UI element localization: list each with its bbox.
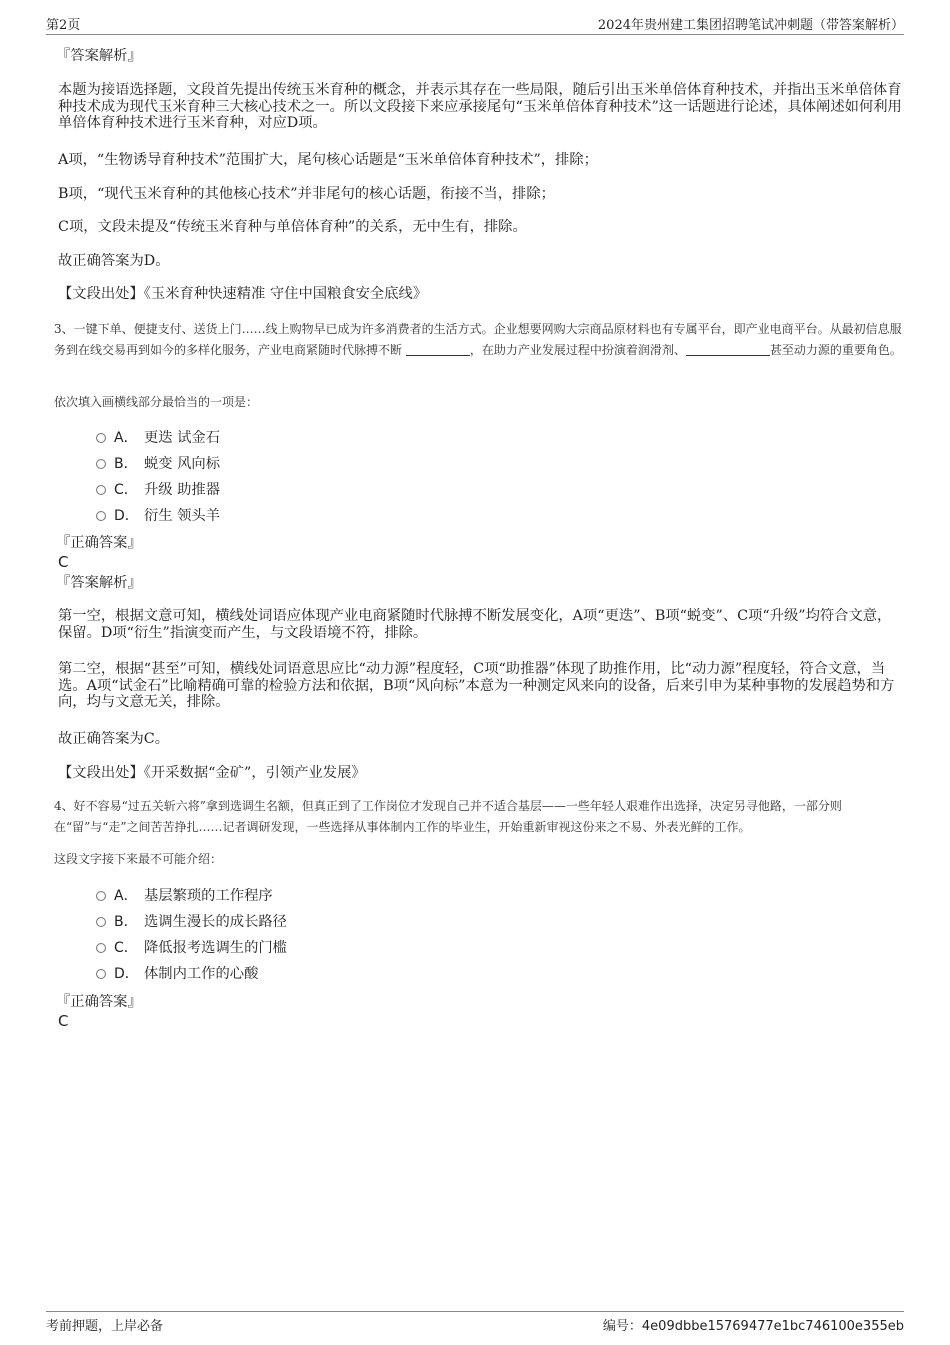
option-b[interactable]: B． 蜕变 风向标 <box>96 455 220 473</box>
correct-answer-heading: 『正确答案』 <box>56 535 142 551</box>
analysis-heading: 『答案解析』 <box>56 575 142 591</box>
option-a[interactable]: A． 更迭 试金石 <box>96 429 220 447</box>
correct-answer: C <box>58 1012 69 1030</box>
question-4-prompt: 这段文字接下来最不可能介绍： <box>54 852 223 866</box>
document-serial: 编号：4e09dbbe15769477e1bc746100e355eb <box>602 1319 904 1334</box>
radio-icon[interactable] <box>96 943 106 953</box>
analysis-paragraph: 第二空，根据“甚至”可知，横线处词语意思应比“动力源”程度轻，C项“助推器”体现了助推作用，比“动力源”程度轻，符合文意，当选。A项“试金石”比喻精确可靠的检验方法和依据，B项“风向标”本意为一种测定风来向的设备，后来引申为某种事物的发展趋势和方向，均与文意无关，排除。 <box>58 661 895 710</box>
analysis-conclusion: 故正确答案为D。 <box>58 253 170 269</box>
option-d[interactable]: D． 体制内工作的心酸 <box>96 965 258 983</box>
radio-icon[interactable] <box>96 511 106 521</box>
analysis-paragraph: 本题为接语选择题，文段首先提出传统玉米育种的概念，并表示其存在一些局限，随后引出玉米单倍体育种技术，并指出玉米单倍体育种技术成为现代玉米育种三大核心技术之一。所以文段接下来应承接尾句“玉米单倍体育种技术”这一话题进行论述，具体阐述如何利用单倍体育种技术进行玉米育种，对应D项。 <box>58 82 902 131</box>
footer-slogan: 考前押题，上岸必备 <box>46 1319 164 1334</box>
radio-icon[interactable] <box>96 969 106 979</box>
question-4-stem: 4、好不容易“过五关斩六将”拿到选调生名额，但真正到了工作岗位才发现自己并不适合基层——一些年轻人艰难作出选择，决定另寻他路，一部分则在“留”与“走”之间苦苦挣扎……记者调研发现，一些选择从事体制内工作的毕业生，开始重新审视这份来之不易、外表光鲜的工作。 <box>54 799 842 834</box>
analysis-paragraph: B项，“现代玉米育种的其他核心技术”并非尾句的核心话题，衔接不当，排除； <box>58 186 555 202</box>
analysis-paragraph: A项，“生物诱导育种技术”范围扩大，尾句核心话题是“玉米单倍体育种技术”，排除； <box>58 152 598 168</box>
option-a[interactable]: A． 基层繁琐的工作程序 <box>96 887 273 905</box>
option-c[interactable]: C． 降低报考选调生的门槛 <box>96 939 287 957</box>
answer-blank <box>686 343 770 356</box>
page-number: 第2页 <box>46 18 81 33</box>
radio-icon[interactable] <box>96 917 106 927</box>
radio-icon[interactable] <box>96 459 106 469</box>
option-c[interactable]: C． 升级 助推器 <box>96 481 220 499</box>
option-d[interactable]: D． 衍生 领头羊 <box>96 507 220 525</box>
page-footer <box>46 1311 904 1334</box>
analysis-conclusion: 故正确答案为C。 <box>58 731 170 747</box>
document-title: 2024年贵州建工集团招聘笔试冲刺题（带答案解析） <box>597 18 904 33</box>
radio-icon[interactable] <box>96 485 106 495</box>
correct-answer: C <box>58 553 69 571</box>
source-citation: 【文段出处】《玉米育种快速精准 守住中国粮食安全底线》 <box>58 286 428 302</box>
correct-answer-heading: 『正确答案』 <box>56 994 142 1010</box>
page-header <box>46 14 904 35</box>
option-b[interactable]: B． 选调生漫长的成长路径 <box>96 913 287 931</box>
radio-icon[interactable] <box>96 891 106 901</box>
answer-blank <box>406 343 470 356</box>
question-3-prompt: 依次填入画横线部分最恰当的一项是： <box>54 395 259 409</box>
question-3-stem: 3、一键下单、便捷支付、送货上门……线上购物早已成为许多消费者的生活方式。企业想要网购大宗商品原材料也有专属平台，即产业电商平台。从最初信息服务到在线交易再到如今的多样化服务，产业电商紧随时代脉搏不断 ，在助力产业发展过程中扮演着润滑剂、 甚至动力源的重要角色。 <box>54 322 902 357</box>
radio-icon[interactable] <box>96 433 106 443</box>
analysis-paragraph: 第一空，根据文意可知，横线处词语应体现产业电商紧随时代脉搏不断发展变化，A项“更迭”、B项“蜕变”、C项“升级”均符合文意，保留。D项“衍生”指演变而产生，与文段语境不符，排除。 <box>58 608 892 641</box>
analysis-heading: 『答案解析』 <box>56 48 142 64</box>
analysis-paragraph: C项，文段未提及“传统玉米育种与单倍体育种”的关系，无中生有，排除。 <box>58 219 527 235</box>
source-citation: 【文段出处】《开采数据“金矿”，引领产业发展》 <box>58 765 366 781</box>
